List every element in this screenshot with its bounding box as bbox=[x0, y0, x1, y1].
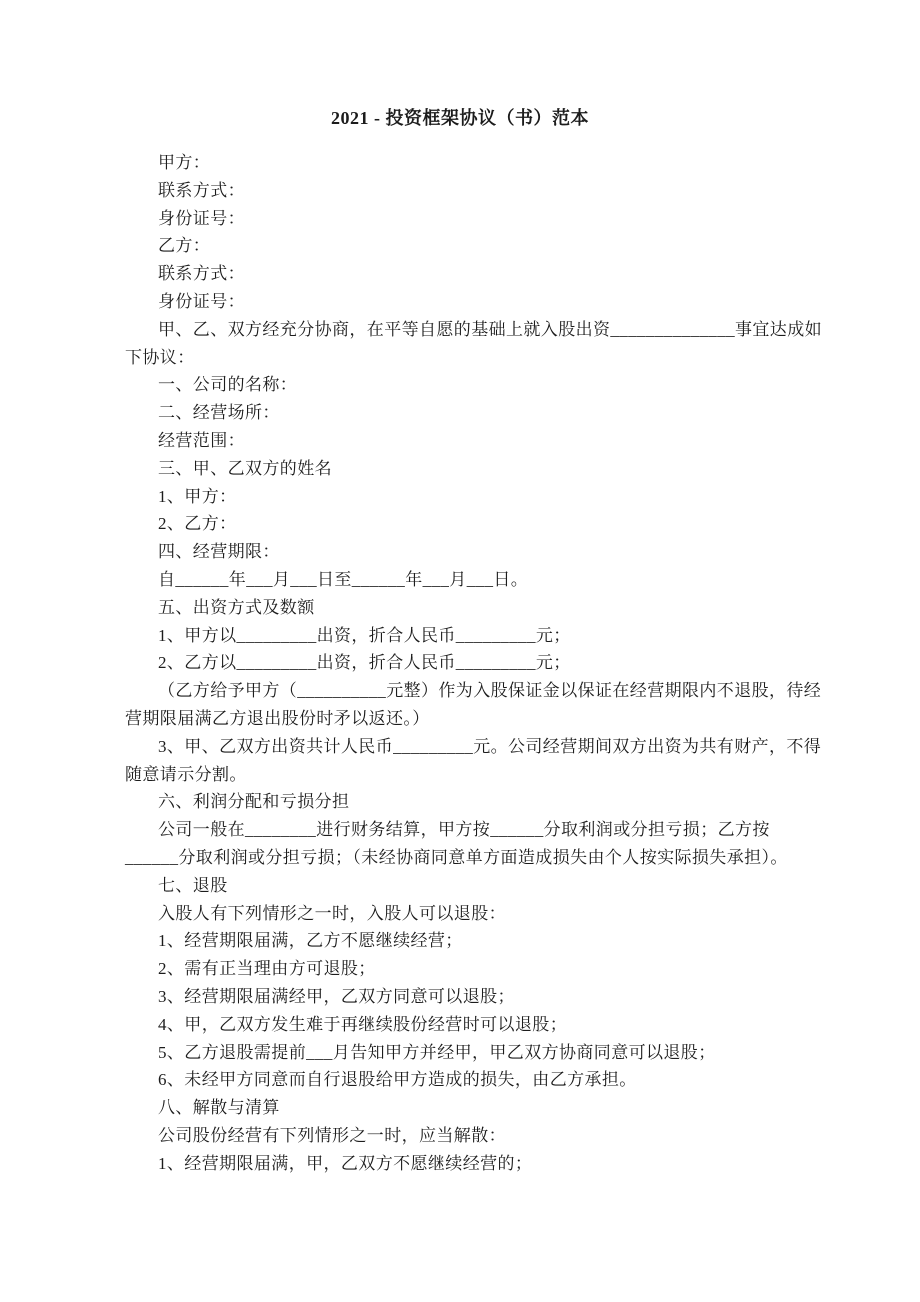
document-line: 二、经营场所： bbox=[158, 403, 280, 423]
document-line: 1、甲方以_________出资，折合人民币_________元； bbox=[158, 625, 571, 645]
document-line: 经营范围： bbox=[158, 430, 245, 450]
document-line: 2、乙方： bbox=[158, 514, 237, 534]
document-line: 2、需有正当理由方可退股； bbox=[158, 959, 376, 979]
document-line: 乙方： bbox=[158, 236, 211, 256]
document-line: 1、甲方： bbox=[158, 486, 237, 506]
document-line: 入股人有下列情形之一时，入股人可以退股： bbox=[158, 903, 506, 923]
document-line: 联系方式： bbox=[158, 264, 245, 284]
document-title: 2021 - 投资框架协议（书）范本 bbox=[331, 108, 589, 128]
document-line: 随意请示分割。 bbox=[125, 764, 247, 784]
document-line: 6、未经甲方同意而自行退股给甲方造成的损失，由乙方承担。 bbox=[158, 1070, 637, 1090]
document-line: 1、经营期限届满，乙方不愿继续经营； bbox=[158, 931, 463, 951]
document-line: 公司一般在________进行财务结算，甲方按______分取利润或分担亏损；乙方按 bbox=[158, 820, 770, 840]
document-line: 1、经营期限届满，甲，乙双方不愿继续经营的； bbox=[158, 1153, 533, 1173]
document-line: 六、利润分配和亏损分担 bbox=[158, 792, 350, 812]
document-line: 四、经营期限： bbox=[158, 542, 280, 562]
document-line: 八、解散与清算 bbox=[158, 1098, 280, 1118]
document-line: 身份证号： bbox=[158, 208, 245, 228]
document-line: 3、经营期限届满经甲，乙双方同意可以退股； bbox=[158, 986, 515, 1006]
document-line: ______分取利润或分担亏损；（未经协商同意单方面造成损失由个人按实际损失承担）。 bbox=[125, 847, 788, 867]
document-line: 4、甲，乙双方发生难于再继续股份经营时可以退股； bbox=[158, 1014, 568, 1034]
document-line: 三、甲、乙双方的姓名 bbox=[158, 458, 332, 478]
document-line: 5、乙方退股需提前___月告知甲方并经甲，甲乙双方协商同意可以退股； bbox=[158, 1042, 716, 1062]
document-line: （乙方给予甲方（__________元整）作为入股保证金以保证在经营期限内不退股，待经 bbox=[158, 681, 822, 701]
document-line: 联系方式： bbox=[158, 180, 245, 200]
document-line: 五、出资方式及数额 bbox=[158, 597, 315, 617]
document-line: 七、退股 bbox=[158, 875, 228, 895]
document-line: 3、甲、乙双方出资共计人民币_________元。公司经营期间双方出资为共有财产，不得 bbox=[158, 736, 822, 756]
document-line: 一、公司的名称： bbox=[158, 375, 298, 395]
document-line: 下协议： bbox=[125, 347, 195, 367]
document-line: 公司股份经营有下列情形之一时，应当解散： bbox=[158, 1125, 506, 1145]
document-line: 甲、乙、双方经充分协商，在平等自愿的基础上就入股出资______________事宜达成如 bbox=[158, 319, 822, 339]
document-line: 甲方： bbox=[158, 153, 211, 172]
document-body bbox=[125, 149, 822, 1177]
document-line: 营期限届满乙方退出股份时矛以返还。） bbox=[125, 708, 430, 728]
document-line: 自______年___月___日至______年___月___日。 bbox=[158, 569, 529, 589]
document-line: 身份证号： bbox=[158, 291, 245, 311]
document-line: 2、乙方以_________出资，折合人民币_________元； bbox=[158, 653, 571, 673]
